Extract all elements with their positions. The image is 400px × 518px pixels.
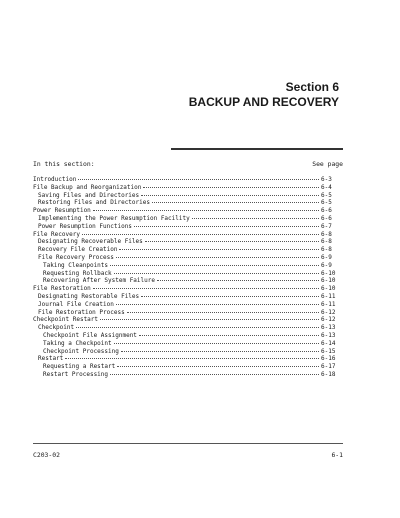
toc-entry-page: 6-18 <box>321 370 336 378</box>
toc-dot-leader <box>78 179 319 180</box>
toc-entry-title: Power Resumption <box>33 207 91 215</box>
toc-entry-page: 6-7 <box>321 222 332 230</box>
toc-dot-leader <box>134 226 319 227</box>
toc-entry-page: 6-12 <box>321 316 336 324</box>
toc-entry <box>33 316 343 324</box>
toc-dot-leader <box>93 288 319 289</box>
toc-entry <box>33 371 343 379</box>
toc-entry-title: Designating Recoverable Files <box>38 238 143 246</box>
toc-entry <box>33 246 343 254</box>
toc-dot-leader <box>114 343 319 344</box>
toc-entry <box>33 207 343 215</box>
toc-entry-title: Introduction <box>33 176 77 183</box>
toc-dot-leader <box>116 257 319 258</box>
toc-dot-leader <box>121 351 319 352</box>
toc-dot-leader <box>76 327 319 328</box>
toc-entry <box>33 184 343 192</box>
toc-entry-page: 6-11 <box>321 292 336 300</box>
toc-entry <box>33 277 343 285</box>
toc-entry <box>33 285 343 293</box>
toc-entry <box>33 363 343 371</box>
toc-entry <box>33 309 343 317</box>
toc-entry-title: Checkpoint Processing <box>43 347 119 355</box>
toc-entry-title: Checkpoint File Assignment <box>43 331 137 339</box>
toc-entry <box>33 192 343 200</box>
toc-entry-title: File Recovery <box>33 230 80 238</box>
footer-page-number: 6-1 <box>331 451 343 459</box>
toc-entry-title: Recovering After System Failure <box>43 277 155 285</box>
toc-dot-leader <box>114 273 319 274</box>
toc-entry <box>33 340 343 348</box>
toc-entry-page: 6-9 <box>321 261 332 269</box>
toc-entry-page: 6-4 <box>321 183 332 191</box>
toc-entry-page: 6-11 <box>321 300 336 308</box>
toc-top-rule <box>171 148 343 150</box>
toc-entry-page: 6-5 <box>321 191 332 199</box>
toc-entry-title: Implementing the Power Resumption Facility <box>38 214 190 222</box>
toc-entry-page: 6-10 <box>321 285 336 293</box>
toc-dot-leader <box>116 304 319 305</box>
toc-entry <box>33 223 343 231</box>
toc-dot-leader <box>119 249 319 250</box>
toc-entry <box>33 324 343 332</box>
toc-entry-page: 6-17 <box>321 363 336 371</box>
toc-entry <box>33 355 343 363</box>
toc-entry-page: 6-6 <box>321 214 332 222</box>
toc-dot-leader <box>65 358 319 359</box>
toc-entry-title: Recovery File Creation <box>38 246 118 254</box>
toc-entry-title: Journal File Creation <box>38 300 114 308</box>
toc-entry-title: Power Resumption Functions <box>38 222 132 230</box>
toc-entry-page: 6-16 <box>321 355 336 363</box>
toc-entry-title: File Backup and Reorganization <box>33 183 142 191</box>
toc-entry-title: Checkpoint <box>38 324 75 332</box>
toc-dot-leader <box>141 296 319 297</box>
toc-dot-leader <box>145 241 319 242</box>
toc-entry-title: Taking Cleanpoints <box>43 261 109 269</box>
toc-dot-leader <box>110 374 319 375</box>
footer-doc-number: C203-02 <box>33 451 60 459</box>
footer-rule <box>33 443 343 444</box>
toc-entry-page: 6-8 <box>321 230 332 238</box>
toc-entry-page: 6-14 <box>321 339 336 347</box>
toc-entry-page: 6-15 <box>321 347 336 355</box>
toc-entry <box>33 254 343 262</box>
toc-entry-title: Restart Processing <box>43 370 109 378</box>
toc-dot-leader <box>82 234 319 235</box>
toc-entry <box>33 262 343 270</box>
toc-dot-leader <box>152 202 319 203</box>
toc-entry-title: Saving Files and Directories <box>38 191 140 199</box>
toc-entry-title: Designating Restorable Files <box>38 292 140 300</box>
toc-intro-label: In this section: <box>33 160 95 168</box>
toc-entry-page: 6-5 <box>321 199 332 207</box>
toc-dot-leader <box>110 265 319 266</box>
toc-dot-leader <box>143 187 319 188</box>
toc-header <box>33 160 343 168</box>
toc-dot-leader <box>93 210 319 211</box>
toc-dot-leader <box>192 218 319 219</box>
toc-entry-title: Requesting Rollback <box>43 269 112 277</box>
toc-entry <box>33 199 343 207</box>
toc-entry <box>33 215 343 223</box>
toc-entry-title: Requesting a Restart <box>43 363 116 371</box>
toc-page-column-label: See page <box>312 160 343 168</box>
toc-entry-page: 6-13 <box>321 331 336 339</box>
toc-entry-page: 6-6 <box>321 207 332 215</box>
toc-entry-title: File Restoration Process <box>38 308 125 316</box>
toc-entry-page: 6-12 <box>321 308 336 316</box>
toc-entry-title: Taking a Checkpoint <box>43 339 112 347</box>
toc-entry-title: Restoring Files and Directories <box>38 199 150 207</box>
toc-dot-leader <box>141 195 319 196</box>
toc-dot-leader <box>157 280 319 281</box>
toc-entry-page: 6-13 <box>321 324 336 332</box>
toc-entry-page: 6-9 <box>321 253 332 261</box>
toc-entry-title: Restart <box>38 355 64 363</box>
toc-entry-page: 6-8 <box>321 238 332 246</box>
toc-entry-page: 6-3 <box>321 176 332 183</box>
section-label: Section 6 <box>285 80 339 94</box>
section-title: BACKUP AND RECOVERY <box>188 95 339 109</box>
toc-dot-leader <box>139 335 319 336</box>
toc-entry-title: Checkpoint Restart <box>33 316 99 324</box>
toc-entry <box>33 238 343 246</box>
toc-entry-page: 6-8 <box>321 246 332 254</box>
toc-entry <box>33 301 343 309</box>
toc-entry <box>33 293 343 301</box>
toc-entry <box>33 231 343 239</box>
toc-entry <box>33 176 343 184</box>
toc-entry-title: File Recovery Process <box>38 253 114 261</box>
toc-entry-title: File Restoration <box>33 285 91 293</box>
toc-dot-leader <box>127 312 319 313</box>
toc-entry <box>33 270 343 278</box>
toc-entry-page: 6-10 <box>321 269 336 277</box>
toc-dot-leader <box>117 366 319 367</box>
toc-entry-page: 6-10 <box>321 277 336 285</box>
toc-dot-leader <box>100 319 319 320</box>
toc-list <box>33 176 343 379</box>
toc-entry <box>33 348 343 356</box>
toc-entry <box>33 332 343 340</box>
